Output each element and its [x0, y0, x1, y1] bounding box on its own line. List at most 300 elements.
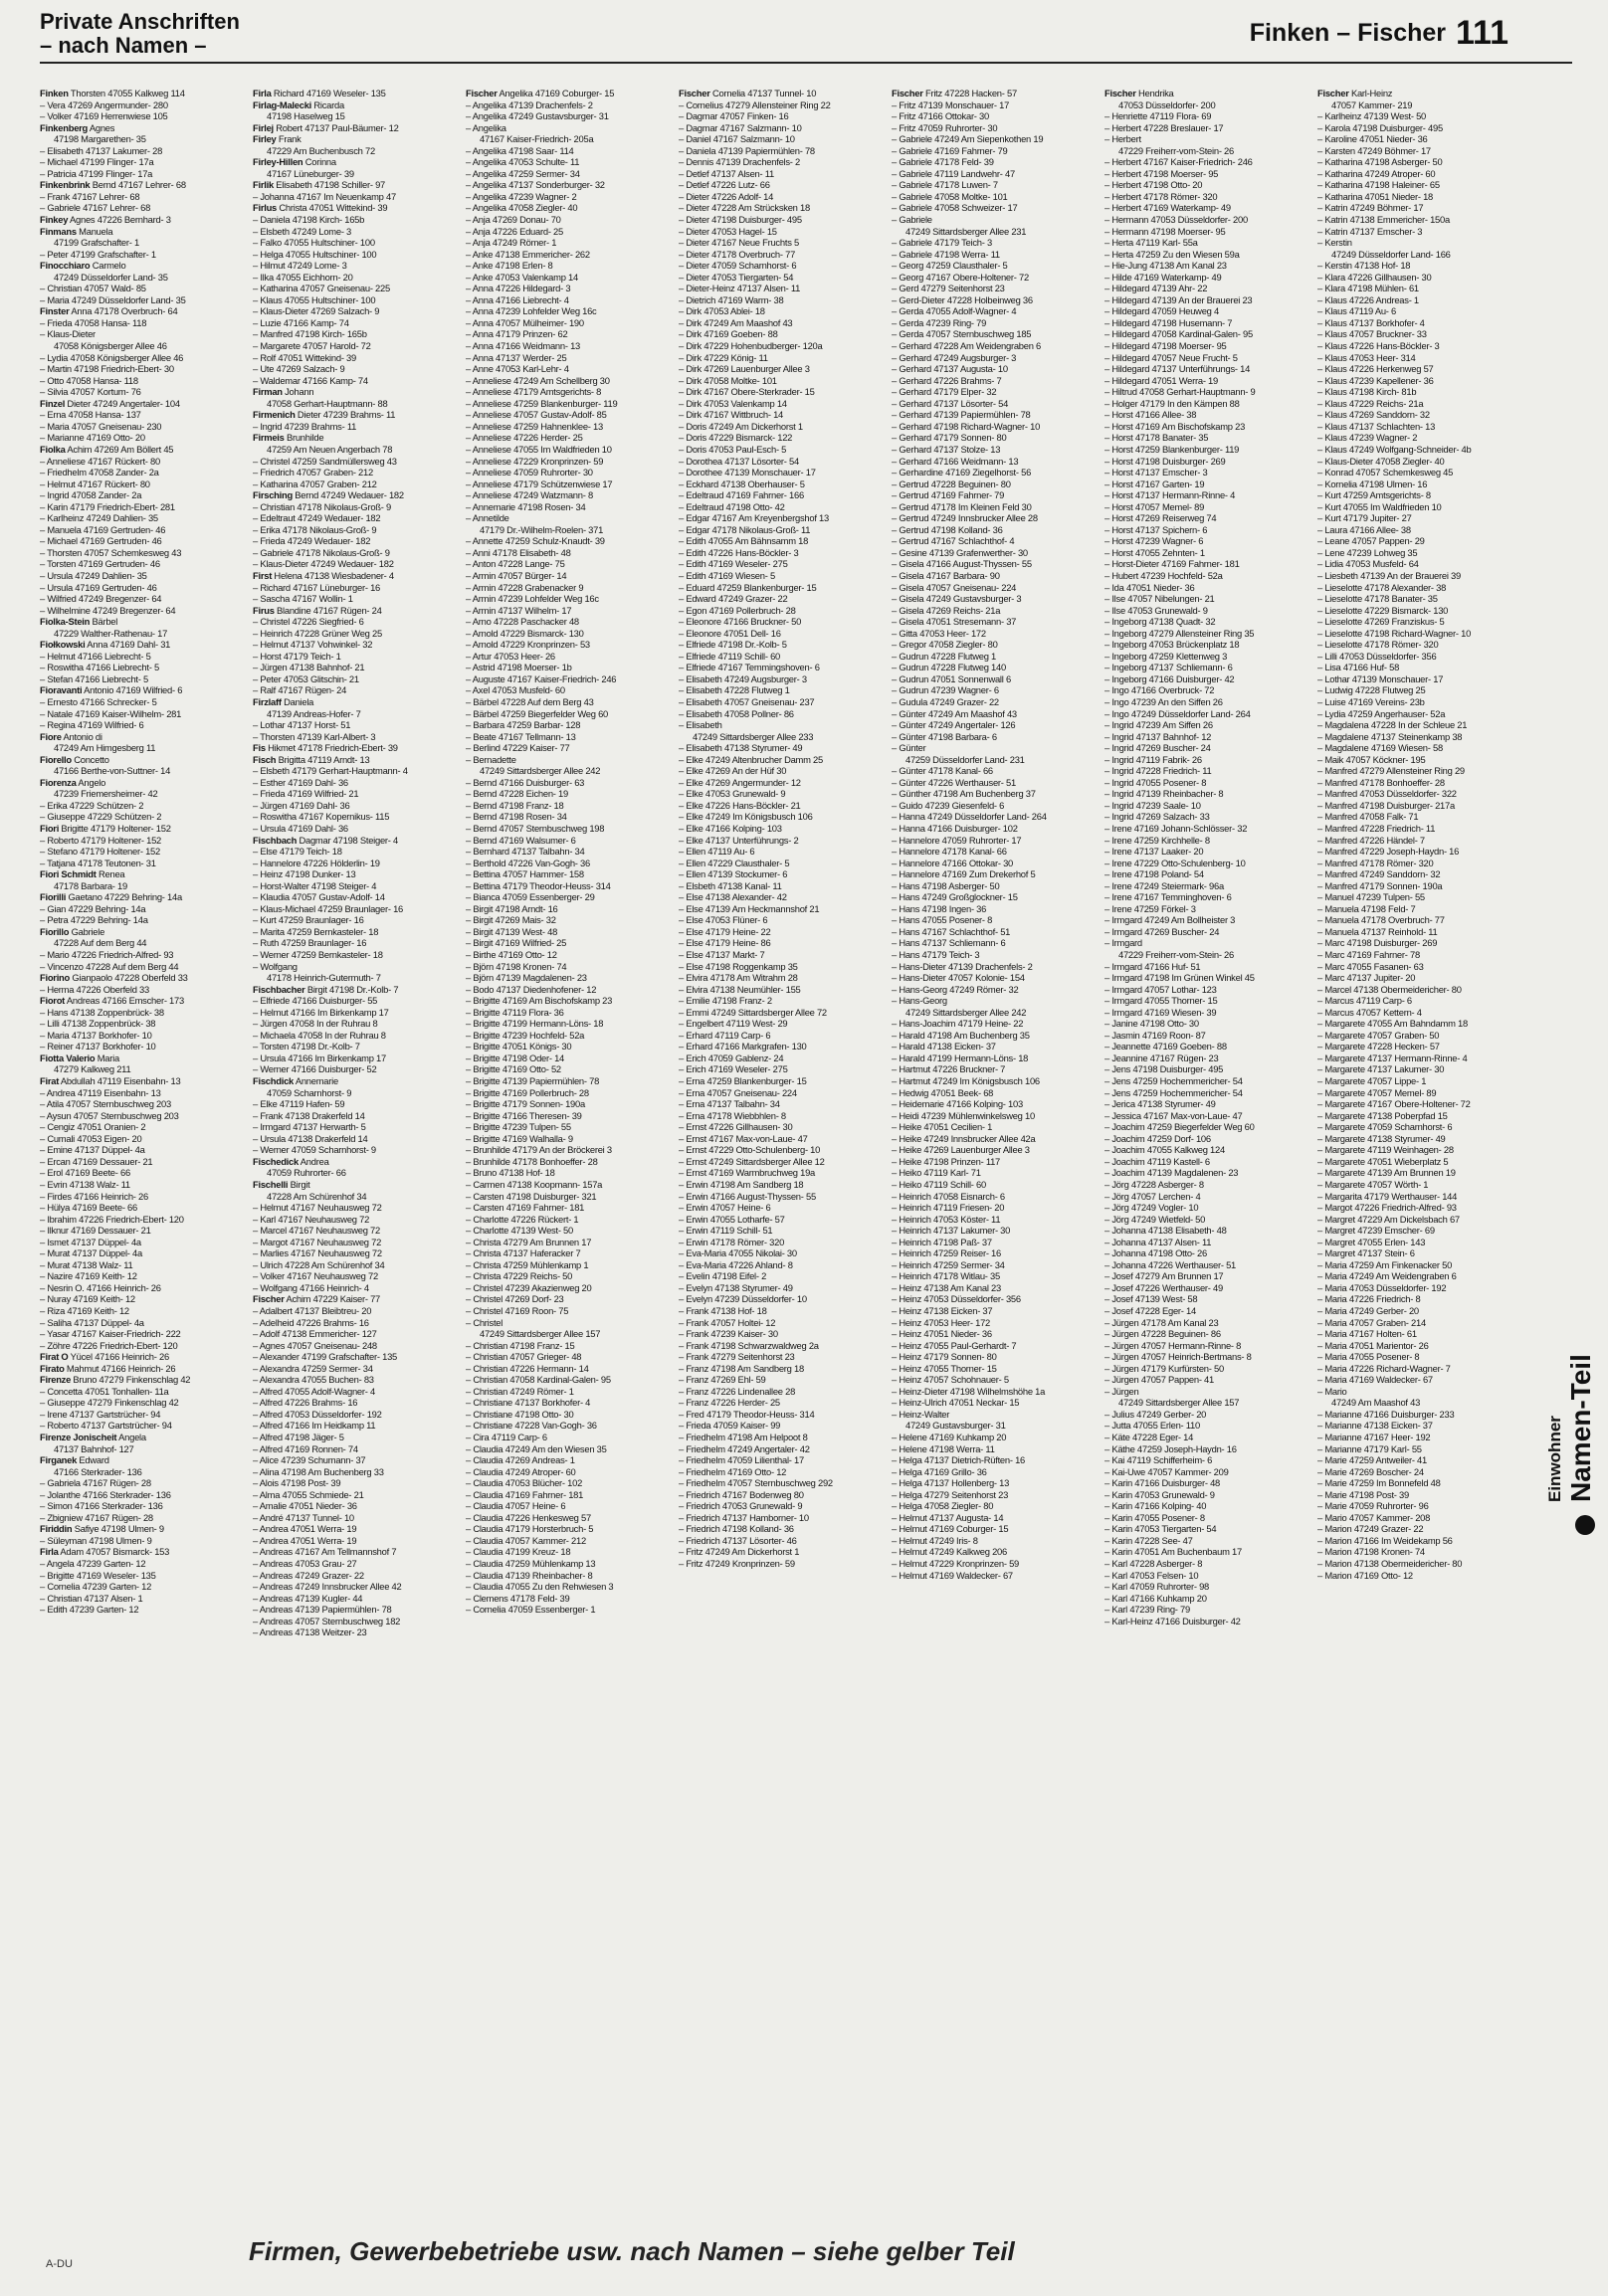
directory-entry: – Astrid 47198 Moerser- 1b — [466, 662, 572, 673]
directory-entry: – Alfred 47055 Adolf-Wagner- 4 — [253, 1385, 375, 1397]
directory-entry: – Joachim 47259 Dorf- 106 — [1105, 1132, 1211, 1144]
directory-column — [466, 88, 665, 2177]
address-line: 47167 Kaiser-Friedrich- 205a — [480, 133, 594, 145]
directory-entry: – Horst 47259 Blankenburger- 119 — [1105, 443, 1240, 455]
surname: Fiorino — [40, 972, 71, 984]
page-header-right — [1249, 14, 1508, 52]
surname-entry — [40, 1454, 239, 1466]
surname: Firzlaff — [253, 695, 282, 707]
directory-entry: – Klaus-Dieter 47269 Salzach- 9 — [253, 305, 380, 317]
directory-entry: – Helga 47169 Grillo- 36 — [892, 1465, 987, 1477]
directory-entry: – Andreas 47139 Papiermühlen- 78 — [253, 1604, 392, 1616]
directory-entry: – Armin 47057 Bürger- 14 — [466, 569, 567, 581]
entry-details: Elisabeth 47198 Schiller- 97 — [273, 179, 385, 191]
directory-entry: – Hannelore 47059 Ruhrorter- 17 — [892, 834, 1022, 846]
directory-entry: – Heinz 47055 Paul-Gerhardt- 7 — [892, 1339, 1017, 1351]
directory-entry: – Klaus-Dieter — [40, 328, 96, 340]
directory-entry: – Gerd 47279 Seitenhorst 23 — [892, 283, 1005, 294]
entry-details: Bernd 47249 Wedauer- 182 — [292, 489, 404, 501]
surname-entry — [40, 868, 239, 880]
directory-entry: – Barbara 47259 Barbar- 128 — [466, 719, 581, 731]
surname: Fischer — [1317, 88, 1349, 98]
directory-entry: – Mario 47226 Friedrich-Alfred- 93 — [40, 949, 174, 961]
surname: Fischdick — [253, 1075, 294, 1087]
directory-entry: – Nazire 47169 Keith- 12 — [40, 1270, 137, 1282]
directory-entry: – Giuseppe 47279 Finkenschlag 42 — [40, 1397, 179, 1409]
directory-entry: – Peter 47199 Grafschafter- 1 — [40, 248, 156, 260]
directory-entry: – Anna 47166 Liebrecht- 4 — [466, 293, 569, 305]
directory-entry: – Maria 47051 Marientor- 26 — [1317, 1339, 1429, 1351]
directory-entry: – Ismet 47137 Düppel- 4a — [40, 1236, 141, 1247]
directory-entry: – Klaus 47226 Hans-Böckler- 3 — [1317, 340, 1440, 352]
directory-entry: – Claudia 47057 Heine- 6 — [466, 1500, 566, 1512]
directory-entry: – Claudia 47259 Mühlenkamp 13 — [466, 1558, 596, 1569]
entry-details: Fritz 47228 Hacken- 57 — [922, 88, 1017, 98]
directory-entry: – Emilie 47198 Franz- 2 — [679, 995, 772, 1007]
directory-entry: – Maria 47249 Gerber- 20 — [1317, 1304, 1419, 1316]
directory-entry: – Margarete 47139 Am Brunnen 19 — [1317, 1167, 1456, 1179]
surname: Fischer — [466, 88, 498, 98]
directory-entry: – Bianca 47059 Essenberger- 29 — [466, 891, 595, 903]
directory-entry: – Kurt 47179 Jupiter- 27 — [1317, 512, 1412, 524]
directory-entry: – Brigitte 47199 Hermann-Löns- 18 — [466, 1018, 604, 1030]
directory-entry: – Armin 47228 Grabenacker 9 — [466, 581, 584, 593]
surname: Fischbacher — [253, 983, 305, 995]
directory-column — [40, 88, 239, 2177]
directory-entry: – Brigitte 47239 Hochfeld- 52a — [466, 1029, 585, 1041]
directory-entry: – Helmut 47169 Coburger- 15 — [892, 1523, 1009, 1535]
directory-entry: – Alexandra 47055 Buchen- 83 — [253, 1374, 374, 1386]
directory-entry: – Eleonore 47166 Bruckner- 50 — [679, 616, 802, 628]
directory-entry: – Hildegard 47051 Werra- 19 — [1105, 374, 1218, 386]
directory-entry: – Dirk 47229 Hohenbudberger- 120a — [679, 340, 823, 352]
directory-entry: – Ellen 47229 Clausthaler- 5 — [679, 857, 790, 868]
directory-entry: – Jens 47198 Duisburger- 495 — [1105, 1063, 1224, 1075]
directory-entry: – Lene 47239 Lohweg 35 — [1317, 546, 1418, 558]
directory-column — [1317, 88, 1516, 2177]
surname-entry — [253, 835, 452, 847]
directory-entry: – Lieselotte 47178 Banater- 35 — [1317, 593, 1438, 605]
address-line: 47228 Auf dem Berg 44 — [54, 937, 147, 949]
directory-entry: – Birgit 47269 Mais- 32 — [466, 914, 556, 926]
surname-entry — [40, 398, 239, 410]
directory-entry: – Anna 47179 Prinzen- 62 — [466, 328, 568, 340]
surname: Fiore — [40, 730, 62, 742]
directory-entry: – Irene 47229 Otto-Schulenberg- 10 — [1105, 857, 1246, 868]
surname: Fiołkowski — [40, 639, 86, 651]
address-line: 47249 Düsseldorfer Land- 35 — [54, 271, 168, 283]
directory-entry: – Martin 47198 Friedrich-Ebert- 30 — [40, 363, 174, 375]
directory-entry: – Elfriede 47166 Duisburger- 55 — [253, 995, 378, 1007]
directory-entry: – Anna 47239 Lohfelder Weg 16c — [466, 305, 597, 317]
directory-entry: – Klaus 47226 Herkenweg 57 — [1317, 363, 1434, 375]
entry-details: Bruno 47279 Finkenschlag 42 — [71, 1374, 191, 1386]
directory-entry: – Christa 47259 Mühlenkamp 1 — [466, 1258, 589, 1270]
directory-entry: – Elke 47137 Unterführungs- 2 — [679, 834, 799, 846]
directory-entry: – Klaus-Dieter 47249 Wedauer- 182 — [253, 558, 394, 570]
directory-entry: – Herbert 47167 Kaiser-Friedrich- 246 — [1105, 156, 1253, 168]
surname: Firenze Jonischeit — [40, 1431, 117, 1442]
directory-entry: – Carsten 47198 Duisburger- 321 — [466, 1190, 597, 1202]
directory-entry: – Hans 47198 Ingen- 36 — [892, 902, 987, 914]
directory-entry: – Elsbeth 47249 Lome- 3 — [253, 225, 352, 237]
directory-entry: – Horst 47055 Zehnten- 1 — [1105, 546, 1205, 558]
directory-entry: – Erika 47178 Nikolaus-Groß- 9 — [253, 523, 377, 535]
directory-entry: – Elke 47053 Grunewald- 9 — [679, 788, 786, 800]
directory-entry: – Lothar 47139 Monschauer- 17 — [1317, 672, 1444, 684]
directory-entry: – Katharina 47198 Asberger- 50 — [1317, 156, 1443, 168]
directory-entry: – Ingrid 47269 Buscher- 24 — [1105, 742, 1211, 754]
directory-entry: – Ingrid 47239 Brahms- 11 — [253, 420, 357, 432]
directory-entry: – Frank 47239 Kaiser- 30 — [679, 1328, 778, 1340]
directory-entry: – Bruno 47138 Hof- 18 — [466, 1167, 555, 1179]
directory-entry: – Heinrich 47137 Lakumer- 30 — [892, 1225, 1011, 1237]
directory-entry: – Aysun 47057 Sternbuschweg 203 — [40, 1109, 179, 1121]
directory-entry: – Christel 47226 Siegfried- 6 — [253, 616, 364, 628]
surname-entry — [253, 179, 452, 191]
surname-entry — [1317, 88, 1516, 99]
surname: First — [253, 569, 273, 581]
directory-entry: – Elisabeth 47058 Pollner- 86 — [679, 707, 794, 719]
directory-entry: – Saliha 47137 Düppel- 4a — [40, 1316, 144, 1328]
directory-entry: – Heike 47198 Prinzen- 117 — [892, 1155, 1001, 1167]
directory-entry: – Maria 47226 Richard-Wagner- 7 — [1317, 1362, 1451, 1374]
directory-entry: – Helmut 47169 Waldecker- 67 — [892, 1569, 1013, 1581]
directory-entry: – Helmut 47166 Im Birkenkamp 17 — [253, 1006, 389, 1018]
directory-entry: – Christa 47279 Am Brunnen 17 — [466, 1236, 592, 1247]
directory-entry: – Horst 47137 Emscher- 3 — [1105, 467, 1208, 478]
directory-entry: – Manfred 47178 Bonhoeffer- 28 — [1317, 776, 1445, 788]
directory-entry: – Erhard 47119 Carp- 6 — [679, 1029, 771, 1041]
directory-entry: – Björn 47139 Magdalenen- 23 — [466, 972, 587, 984]
entry-details: Richard 47169 Weseler- 135 — [271, 88, 386, 98]
directory-entry: – Bernd 47198 Rosen- 34 — [466, 811, 567, 823]
directory-entry: – Klara 47198 Mühlen- 61 — [1317, 283, 1419, 294]
directory-entry: – Harald 47138 Eicken- 37 — [892, 1041, 996, 1052]
directory-entry: – Manfred 47198 Duisburger- 217a — [1317, 799, 1455, 811]
directory-entry: – Wilhelmine 47249 Bregenzer- 64 — [40, 604, 176, 616]
directory-entry: – Dieter-Heinz 47137 Alsen- 11 — [679, 283, 801, 294]
surname-entry — [40, 972, 239, 984]
directory-entry: – Manfred 47198 Kirch- 165b — [253, 328, 367, 340]
directory-entry: – Hans-Dieter 47057 Kolonie- 154 — [892, 972, 1025, 984]
directory-entry: – Angelika 47249 Gustavsburger- 31 — [466, 110, 609, 122]
directory-entry: – Ilknur 47169 Dessauer- 21 — [40, 1225, 151, 1237]
directory-entry: – Dirk 47058 Moltke- 101 — [679, 374, 777, 386]
directory-entry: – Herbert 47198 Moerser- 95 — [1105, 167, 1219, 179]
directory-entry: – Günter — [892, 742, 926, 754]
directory-entry: – Horst 47137 Hermann-Rinne- 4 — [1105, 489, 1236, 501]
directory-entry: – Hans-Joachim 47179 Heine- 22 — [892, 1018, 1024, 1030]
directory-entry: – Günter 47226 Werthauser- 51 — [892, 776, 1016, 788]
directory-entry: – Andreas 47053 Grau- 27 — [253, 1558, 357, 1569]
directory-entry: – Heike 47051 Cecilien- 1 — [892, 1121, 993, 1133]
directory-entry: – Otto 47058 Hansa- 118 — [40, 374, 138, 386]
directory-entry: – Elisabeth 47249 Augsburger- 3 — [679, 672, 807, 684]
directory-entry: – Artur 47053 Heer- 26 — [466, 650, 555, 662]
surname: Fiorilli — [40, 891, 67, 903]
directory-entry: – Kurt 47259 Braunlager- 16 — [253, 914, 364, 926]
entry-details: Mahmut 47166 Heinrich- 26 — [64, 1362, 176, 1374]
directory-entry: – Jürgen 47057 Heinrich-Bertmans- 8 — [1105, 1351, 1252, 1363]
directory-entry: – Heinz-Ulrich 47051 Neckar- 15 — [892, 1397, 1020, 1409]
footer-note: Firmen, Gewerbebetriebe usw. nach Namen – siehe gelber Teil — [249, 2236, 1015, 2266]
directory-entry: – Firdes 47166 Heinrich- 26 — [40, 1190, 148, 1202]
directory-entry: – Gabriele 47178 Feld- 39 — [892, 156, 994, 168]
directory-entry: – Marie 47198 Post- 39 — [1317, 1488, 1409, 1500]
directory-entry: – Gudrun 47228 Flutweg 1 — [892, 650, 997, 662]
entry-details: Concetto — [71, 753, 109, 765]
directory-entry: – Murat 47138 Walz- 11 — [40, 1258, 133, 1270]
directory-entry: – Elisabeth 47057 Gneisenau- 237 — [679, 695, 815, 707]
directory-entry: – Frank 47138 Hof- 18 — [679, 1304, 767, 1316]
surname-entry — [40, 122, 239, 134]
directory-entry: – Ruth 47259 Braunlager- 16 — [253, 937, 367, 949]
directory-entry: – Klara 47226 Gillhausen- 30 — [1317, 271, 1432, 283]
directory-entry: – Josef 47139 West- 58 — [1105, 1293, 1198, 1305]
entry-details: Robert 47137 Paul-Bäumer- 12 — [273, 121, 399, 133]
address-line: 47053 Düsseldorfer- 200 — [1118, 98, 1216, 110]
directory-entry: – Gerhard 47137 Stolze- 13 — [892, 443, 1001, 455]
directory-entry: – Jasmin 47169 Roon- 87 — [1105, 1029, 1206, 1041]
directory-entry: – Beate 47167 Tellmann- 13 — [466, 730, 576, 742]
directory-entry: – Maria 47226 Friedrich- 8 — [1317, 1293, 1421, 1305]
directory-entry: – Marianne 47166 Duisburger- 233 — [1317, 1408, 1455, 1420]
directory-entry: – Leane 47057 Pappen- 29 — [1317, 535, 1425, 547]
surname-entry — [253, 133, 452, 145]
directory-entry: – Johanna 47138 Elisabeth- 48 — [1105, 1225, 1227, 1237]
directory-entry: – Bernd 47057 Sternbuschweg 198 — [466, 823, 605, 834]
directory-entry: – Christa 47229 Reichs- 50 — [466, 1270, 573, 1282]
directory-columns — [40, 88, 1532, 2177]
address-line: 47178 Heinrich-Gutermuth- 7 — [267, 972, 381, 984]
entry-details: Andreas 47166 Emscher- 173 — [65, 995, 184, 1007]
directory-entry: – Gertrud 47169 Fahrner- 79 — [892, 489, 1005, 501]
directory-entry: – Zbigniew 47167 Rügen- 28 — [40, 1511, 153, 1523]
address-line: 47139 Andreas-Hofer- 7 — [267, 707, 361, 719]
directory-entry: – Volker 47169 Herrenwiese 105 — [40, 110, 168, 122]
directory-entry: – Edith 47055 Am Bähnsamm 18 — [679, 535, 809, 547]
directory-entry: – Horst 47179 Teich- 1 — [253, 650, 341, 662]
directory-entry: – Edith 47169 Weseler- 275 — [679, 558, 788, 570]
directory-entry: – Gabriela 47167 Rügen- 28 — [40, 1477, 151, 1489]
directory-entry: – Dieter 47053 Tiergarten- 54 — [679, 271, 794, 283]
directory-entry: – Manfred 47249 Sanddorn- 32 — [1317, 868, 1441, 880]
directory-entry: – Edgar 47178 Nikolaus-Groß- 11 — [679, 523, 811, 535]
directory-entry: – Hartmut 47226 Bruckner- 7 — [892, 1063, 1006, 1075]
entry-details: Carmelo — [90, 260, 126, 272]
surname-entry — [40, 731, 239, 743]
directory-entry: – Frieda 47059 Kaiser- 99 — [679, 1420, 781, 1432]
directory-entry: – Evelin 47198 Eifel- 2 — [679, 1270, 767, 1282]
directory-entry: – Helmut 47249 Iris- 8 — [892, 1534, 978, 1546]
directory-entry: – Lieselotte 47269 Franziskus- 5 — [1317, 616, 1445, 628]
entry-details: Agnes — [88, 121, 115, 133]
directory-entry: – Jürgen — [1105, 1385, 1139, 1397]
directory-entry: – Auguste 47167 Kaiser-Friedrich- 246 — [466, 672, 617, 684]
directory-entry: – Heike 47249 Innsbrucker Allee 42a — [892, 1132, 1036, 1144]
directory-entry: – Käthe 47259 Joseph-Haydn- 16 — [1105, 1442, 1237, 1454]
directory-entry: – Elke 47226 Hans-Böckler- 21 — [679, 799, 801, 811]
surname: Finkey — [40, 214, 69, 226]
surname-entry — [253, 202, 452, 214]
address-line: 47166 Sterkrader- 136 — [54, 1465, 142, 1477]
directory-entry: – Karola 47198 Duisburger- 495 — [1317, 121, 1443, 133]
directory-entry: – Claudia 47249 Am den Wiesen 35 — [466, 1442, 607, 1454]
directory-entry: – Simon 47166 Sterkrader- 136 — [40, 1500, 163, 1512]
surname: Fiolka-Stein — [40, 616, 91, 628]
directory-entry: – Werner 47166 Duisburger- 52 — [253, 1063, 377, 1075]
directory-entry: – Erika 47229 Schützen- 2 — [40, 799, 144, 811]
surname: Finster — [40, 305, 70, 317]
directory-entry: – Marianne 47138 Eicken- 37 — [1317, 1420, 1433, 1432]
directory-entry: – Arnold 47229 Bismarck- 130 — [466, 627, 584, 639]
directory-entry: – Irmgard 47249 Am Bollheister 3 — [1105, 914, 1236, 926]
surname-entry — [253, 489, 452, 501]
directory-entry: – Elke 47249 Im Königsbusch 106 — [679, 811, 813, 823]
directory-entry: – Roswitha 47166 Liebrecht- 5 — [40, 662, 159, 673]
directory-entry: – Carsten 47169 Fahrner- 181 — [466, 1202, 585, 1214]
directory-entry: – Klaus 47239 Kapellener- 36 — [1317, 374, 1434, 386]
directory-entry: – Elsbeth 47138 Kanal- 11 — [679, 879, 782, 891]
directory-entry: – Karl 47166 Kuhkamp 20 — [1105, 1592, 1207, 1604]
surname: Firmeis — [253, 432, 285, 444]
directory-entry: – Maria 47057 Graben- 214 — [1317, 1316, 1426, 1328]
directory-column — [253, 88, 452, 2177]
directory-entry: – Jerica 47138 Styrumer- 49 — [1105, 1098, 1216, 1110]
directory-entry: – Wolfgang 47166 Heinrich- 4 — [253, 1281, 369, 1293]
directory-entry: – Christian 47057 Wald- 85 — [40, 283, 146, 294]
entry-details: Frank — [276, 133, 302, 145]
directory-entry: – Alina 47198 Am Buchenberg 33 — [253, 1465, 384, 1477]
directory-entry: – Karin 47051 Am Buchenbaum 17 — [1105, 1546, 1242, 1558]
directory-entry: – Margarete 47119 Weinhagen- 28 — [1317, 1144, 1454, 1156]
directory-entry: – Ida 47051 Nieder- 36 — [1105, 581, 1195, 593]
directory-entry: – Hartmut 47249 Im Königsbusch 106 — [892, 1075, 1040, 1087]
surname-entry — [40, 1546, 239, 1558]
directory-entry: – Klaus 47198 Kirch- 81b — [1317, 386, 1417, 398]
entry-details: Anna 47178 Overbruch- 64 — [69, 305, 178, 317]
directory-entry: – Else 47179 Heine- 22 — [679, 925, 771, 937]
address-line: 47058 Königsberger Allee 46 — [54, 340, 167, 352]
directory-entry: – Werner 47059 Scharnhorst- 9 — [253, 1144, 376, 1156]
directory-entry: – Ingo 47249 Düsseldorfer Land- 264 — [1105, 707, 1251, 719]
directory-entry: – Jens 47259 Hochemmericher- 54 — [1105, 1075, 1243, 1087]
directory-entry: – Ingrid 47058 Zander- 2a — [40, 489, 142, 501]
directory-entry: – Hans-Georg — [892, 995, 947, 1007]
surname: Finkenbrink — [40, 179, 91, 191]
directory-entry: – Johanna 47167 Im Neuenkamp 47 — [253, 190, 396, 202]
directory-entry: – Joachim 47139 Magdalenen- 23 — [1105, 1167, 1239, 1179]
directory-entry: – Claudia 47139 Rheinbacher- 8 — [466, 1569, 593, 1581]
directory-entry: – Ingeborg 47259 Klettenweg 3 — [1105, 650, 1228, 662]
directory-entry: – Irmgard 47198 Im Grünen Winkel 45 — [1105, 972, 1255, 984]
directory-entry: – Brigitte 47169 Weseler- 135 — [40, 1569, 156, 1581]
directory-entry: – Axel 47053 Musfeld- 60 — [466, 684, 565, 696]
directory-entry: – Dirk 47053 Ablei- 18 — [679, 305, 765, 317]
surname: Finken — [40, 88, 69, 98]
directory-entry: – Roswitha 47167 Kopernikus- 115 — [253, 811, 390, 823]
directory-entry: – Elisabeth 47137 Lakumer- 28 — [40, 144, 163, 156]
directory-entry: – Ernst 47229 Otto-Schulenberg- 10 — [679, 1144, 821, 1156]
directory-entry: – Edith 47239 Garten- 12 — [40, 1604, 139, 1616]
directory-entry: – Klaus 47055 Hultschiner- 100 — [253, 293, 376, 305]
directory-entry: – Dieter 47228 Am Strücksken 18 — [679, 202, 810, 214]
directory-entry: – Margarete 47138 Poberpfad 15 — [1317, 1109, 1448, 1121]
directory-entry: – Ingeborg 47138 Quadt- 32 — [1105, 616, 1216, 628]
directory-entry: – Christian 47249 Römer- 1 — [466, 1385, 574, 1397]
directory-entry: – Margarete 47059 Scharnhorst- 6 — [1317, 1121, 1453, 1133]
directory-entry: – Ingrid 47239 Saale- 10 — [1105, 799, 1201, 811]
directory-entry: – Patricia 47199 Flinger- 17a — [40, 167, 153, 179]
directory-entry: – Esther 47169 Dahl- 36 — [253, 776, 348, 788]
directory-entry: – Erhard 47166 Markgrafen- 130 — [679, 1041, 807, 1052]
directory-entry: – Gerhard 47179 Sonnen- 80 — [892, 432, 1007, 444]
directory-entry: – Irmgard 47055 Thorner- 15 — [1105, 995, 1218, 1007]
surname-entry — [40, 305, 239, 317]
surname: Firus — [253, 604, 275, 616]
directory-entry: – Frieda 47058 Hansa- 118 — [40, 316, 147, 328]
directory-entry: – Evelyn 47138 Styrumer- 49 — [679, 1281, 793, 1293]
directory-entry: – Margarete 47051 Wieberplatz 5 — [1317, 1155, 1449, 1167]
directory-entry: – Julius 47249 Gerber- 20 — [1105, 1408, 1207, 1420]
directory-entry: – Dorothea 47137 Lösorter- 54 — [679, 455, 799, 467]
surname: Fiori — [40, 823, 60, 834]
directory-entry: – Alfred 47198 Jäger- 5 — [253, 1431, 344, 1442]
directory-entry: – Helga 47137 Dietrich-Rüften- 16 — [892, 1454, 1026, 1466]
entry-details: Brigitte 47179 Holtener- 152 — [59, 823, 171, 834]
directory-entry: – Kerstin — [1317, 237, 1352, 249]
directory-entry: – Karl 47053 Felsen- 10 — [1105, 1569, 1199, 1581]
directory-entry: – Edith 47226 Hans-Böckler- 3 — [679, 546, 799, 558]
directory-entry: – Andreas 47057 Sternbuschweg 182 — [253, 1615, 401, 1626]
directory-entry: – Karlheinz 47249 Dahlien- 35 — [40, 512, 158, 524]
address-line: 47249 Am Maashof 43 — [1331, 1397, 1421, 1409]
directory-entry: – Käte 47228 Eger- 14 — [1105, 1431, 1194, 1442]
directory-entry: – Herta 47119 Karl- 55a — [1105, 237, 1198, 249]
directory-entry: – Claudia 47057 Kammer- 212 — [466, 1534, 586, 1546]
surname-entry — [253, 1075, 452, 1087]
directory-entry: – Horst 47166 Allee- 38 — [1105, 409, 1197, 421]
entry-details: Birgit 47198 Dr.-Kolb- 7 — [304, 983, 399, 995]
directory-entry: – Helga 47058 Ziegler- 80 — [892, 1500, 994, 1512]
address-line: 47229 Walther-Rathenau- 17 — [54, 627, 168, 639]
directory-entry: – Maria 47249 Düsseldorfer Land- 35 — [40, 293, 186, 305]
surname: Fiotta Valerio — [40, 1052, 96, 1063]
directory-entry: – Marcel 47138 Obermeidericher- 80 — [1317, 983, 1462, 995]
header-rule — [40, 62, 1572, 64]
entry-details: Blandine 47167 Rügen- 24 — [274, 604, 382, 616]
directory-entry: – Margot 47226 Friedrich-Alfred- 93 — [1317, 1202, 1457, 1214]
directory-entry: – Lilli 47138 Zoppenbrück- 38 — [40, 1018, 156, 1030]
directory-entry: – Irene 47137 Gartstrücher- 94 — [40, 1408, 161, 1420]
directory-entry: – Gerda 47239 Ring- 79 — [892, 316, 987, 328]
surname: Fischedick — [253, 1155, 299, 1167]
directory-entry: – Heinrich 47198 Paß- 37 — [892, 1236, 992, 1247]
surname-entry — [253, 1179, 452, 1191]
directory-entry: – Ernst 47167 Max-von-Laue- 47 — [679, 1132, 808, 1144]
directory-entry: – Dirk 47229 König- 11 — [679, 351, 768, 363]
directory-entry: – Heike 47269 Lauenburger Allee 3 — [892, 1144, 1030, 1156]
address-line: 47179 Dr.-Wilhelm-Roelen- 371 — [480, 523, 604, 535]
directory-entry: – Lisa 47166 Huf- 58 — [1317, 662, 1400, 673]
directory-entry: – Klaus 47137 Schlachten- 13 — [1317, 420, 1436, 432]
directory-entry: – Gabriele 47179 Teich- 3 — [892, 237, 992, 249]
directory-entry: – Vincenzo 47228 Auf dem Berg 44 — [40, 960, 179, 972]
directory-entry: – Adolf 47138 Emmericher- 127 — [253, 1328, 377, 1340]
entry-details: Antonio 47169 Wilfried- 6 — [82, 684, 183, 696]
directory-entry: – Detlef 47137 Alsen- 11 — [679, 167, 774, 179]
